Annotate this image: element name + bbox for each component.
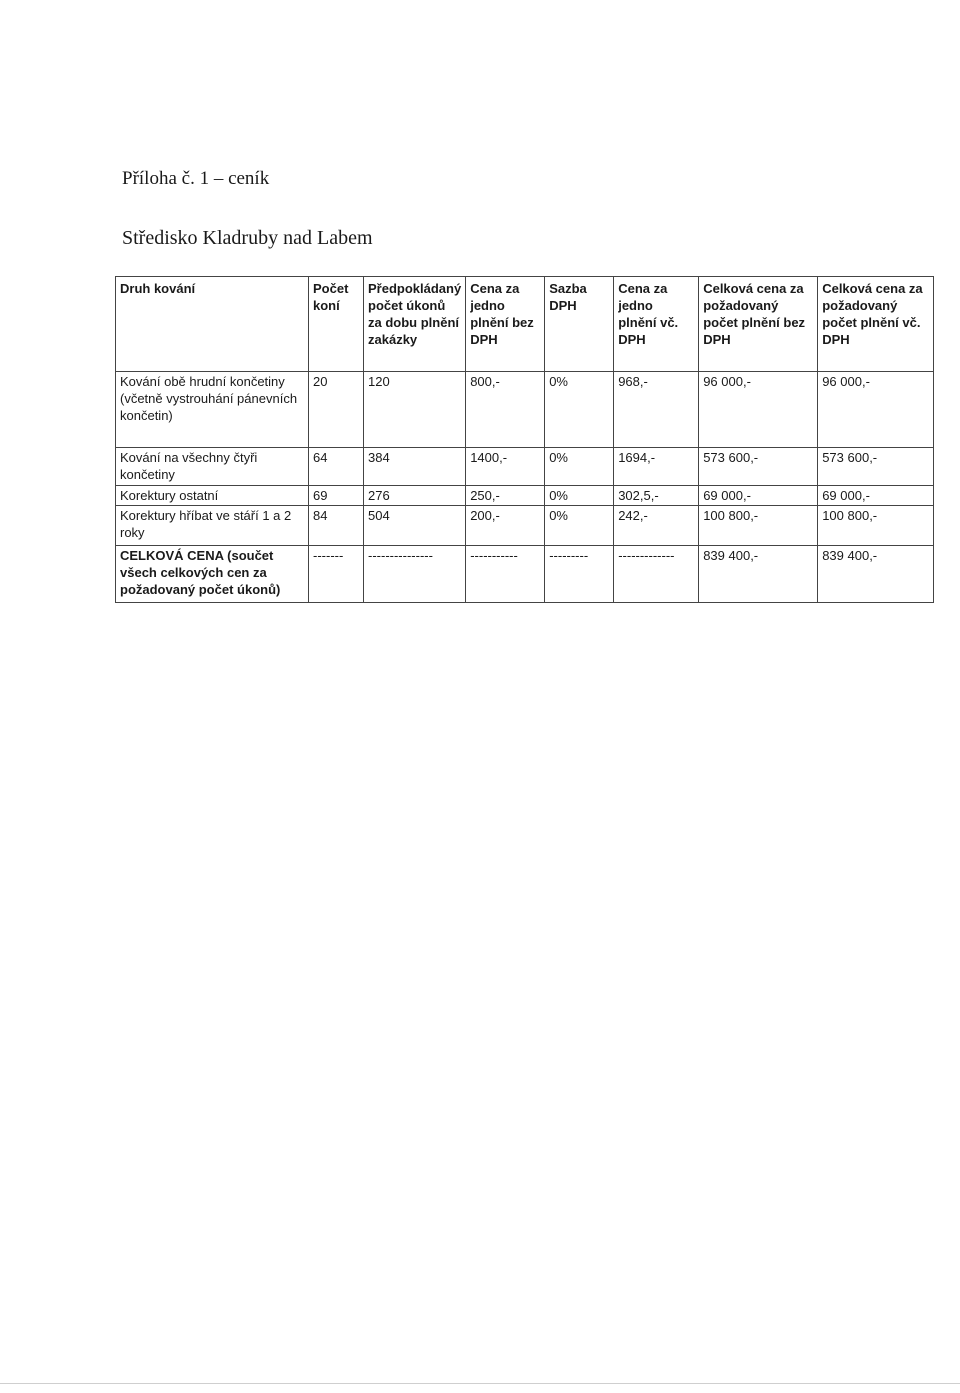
header-total-incl-vat: Celková cena za požadovaný počet plnění vč. DPH [818,277,934,372]
row-count: 120 [364,372,466,448]
row-unit-price: 200,- [466,506,545,546]
header-horses: Počet koní [309,277,364,372]
row-count: 276 [364,486,466,506]
row-count: 504 [364,506,466,546]
row-unit-price-vat: 968,- [614,372,699,448]
row-total: 573 600,- [699,448,818,486]
row-unit-price-vat: 242,- [614,506,699,546]
row-total: 100 800,- [699,506,818,546]
total-unit-price-vat-dash: ------------- [614,546,699,603]
row-type: Korektury ostatní [116,486,309,506]
table-row [116,506,934,546]
total-unit-price-dash: ----------- [466,546,545,603]
row-count: 384 [364,448,466,486]
row-vat-rate: 0% [545,372,614,448]
table-row [116,448,934,486]
row-horses: 84 [309,506,364,546]
row-type: Kování na všechny čtyři končetiny [116,448,309,486]
row-horses: 20 [309,372,364,448]
grand-total-vat: 839 400,- [818,546,934,603]
header-vat-rate: Sazba DPH [545,277,614,372]
total-label: CELKOVÁ CENA (součet všech celkových cen za požadovaný počet úkonů) [116,546,309,603]
header-unit-price-excl-vat: Cena za jedno plnění bez DPH [466,277,545,372]
grand-total: 839 400,- [699,546,818,603]
row-unit-price: 250,- [466,486,545,506]
row-unit-price-vat: 302,5,- [614,486,699,506]
row-total: 69 000,- [699,486,818,506]
header-expected-count: Předpokládaný počet úkonů za dobu plnění zakázky [364,277,466,372]
row-total-vat: 69 000,- [818,486,934,506]
row-type: Kování obě hrudní končetiny (včetně vystrouhání pánevních končetin) [116,372,309,448]
row-total-vat: 96 000,- [818,372,934,448]
total-vat-rate-dash: --------- [545,546,614,603]
row-unit-price: 1400,- [466,448,545,486]
page-bottom-edge [0,1383,960,1384]
row-horses: 64 [309,448,364,486]
total-row [116,546,934,603]
row-unit-price: 800,- [466,372,545,448]
row-total: 96 000,- [699,372,818,448]
row-vat-rate: 0% [545,506,614,546]
row-total-vat: 573 600,- [818,448,934,486]
row-horses: 69 [309,486,364,506]
header-total-excl-vat: Celková cena za požadovaný počet plnění bez DPH [699,277,818,372]
center-title: Středisko Kladruby nad Labem [122,227,373,249]
header-row [116,277,934,372]
row-total-vat: 100 800,- [818,506,934,546]
total-count-dash: --------------- [364,546,466,603]
header-unit-price-incl-vat: Cena za jedno plnění vč. DPH [614,277,699,372]
table-row [116,372,934,448]
header-type: Druh kování [116,277,309,372]
annex-title: Příloha č. 1 – ceník [122,168,270,189]
row-vat-rate: 0% [545,448,614,486]
total-horses-dash: ------- [309,546,364,603]
price-table [115,276,934,603]
row-type: Korektury hříbat ve stáří 1 a 2 roky [116,506,309,546]
table-row [116,486,934,506]
row-vat-rate: 0% [545,486,614,506]
row-unit-price-vat: 1694,- [614,448,699,486]
